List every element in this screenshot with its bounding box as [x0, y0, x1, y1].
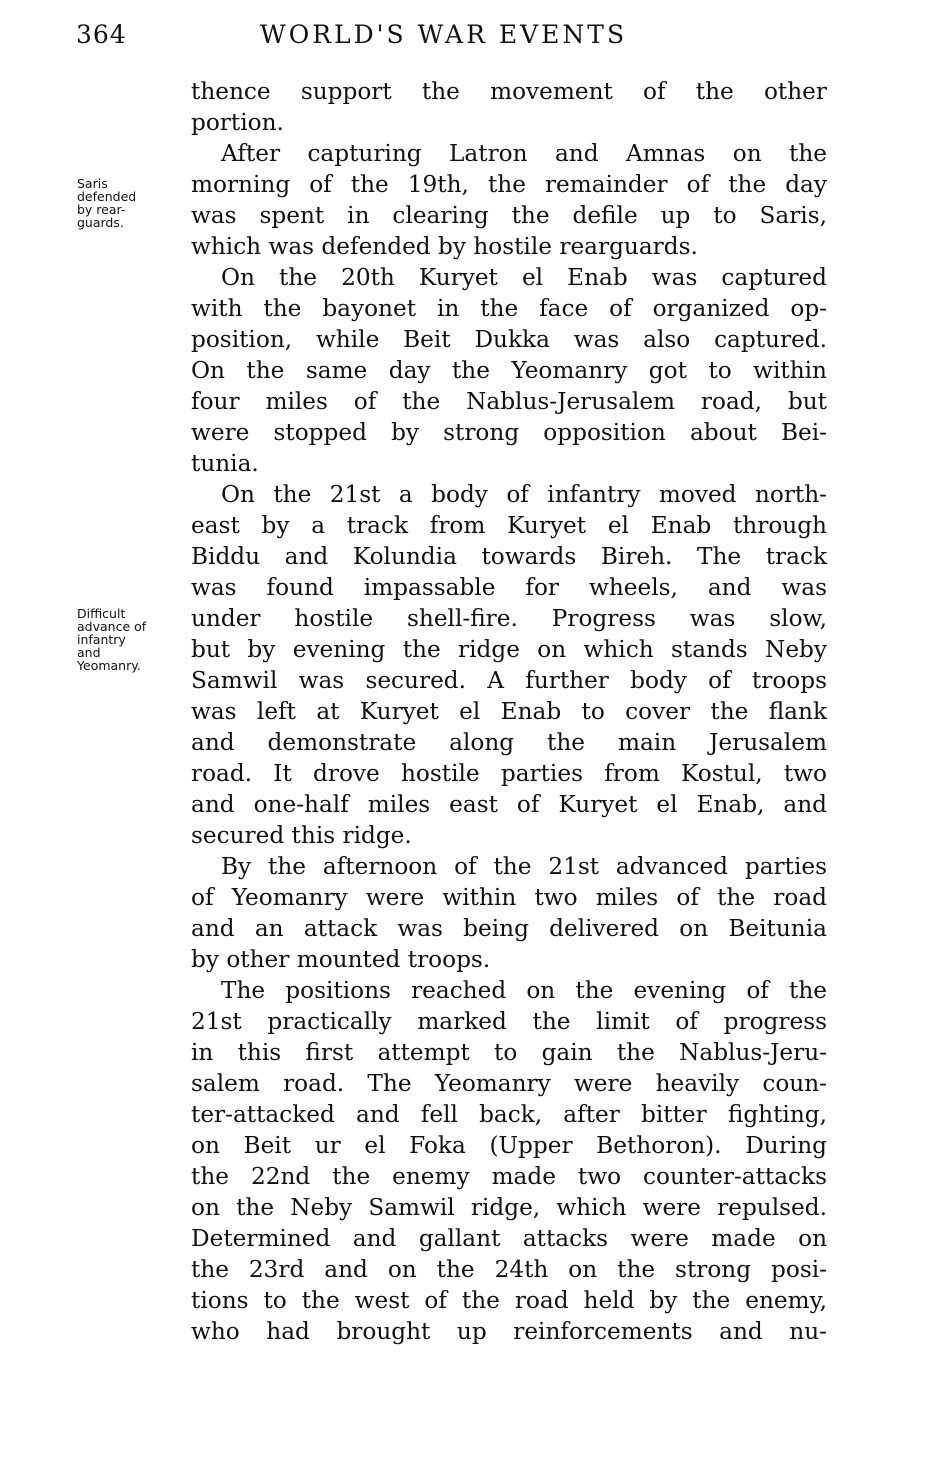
- text-line: ter-attacked and fell back, after bitter fighting,: [191, 1101, 827, 1128]
- marginal-note-line: defended: [77, 189, 137, 204]
- marginal-note-line: Saris: [77, 176, 108, 191]
- text-line: in this first attempt to gain the Nablus-Jeru-: [191, 1039, 827, 1066]
- text-line: tunia.: [191, 450, 259, 477]
- text-line: The positions reached on the evening of the: [221, 977, 827, 1004]
- marginal-note-saris: [77, 177, 136, 229]
- page-number: 364: [76, 20, 127, 49]
- text-line: and demonstrate along the main Jerusalem: [191, 729, 827, 756]
- body-text: [191, 76, 827, 1347]
- text-line: on Beit ur el Foka (Upper Bethoron). During: [191, 1132, 827, 1159]
- text-line: with the bayonet in the face of organized op-: [191, 295, 827, 322]
- text-line: the 22nd the enemy made two counter-attacks: [191, 1163, 827, 1190]
- marginal-note-line: Yeomanry.: [77, 658, 141, 673]
- marginal-note-line: guards.: [77, 215, 124, 230]
- text-line: of Yeomanry were within two miles of the road: [191, 884, 827, 911]
- text-line: 21st practically marked the limit of progress: [191, 1008, 827, 1035]
- text-line: which was defended by hostile rearguards.: [191, 233, 698, 260]
- text-line: secured this ridge.: [191, 822, 412, 849]
- marginal-note-line: and: [77, 645, 101, 660]
- marginal-note-line: advance of: [77, 619, 147, 634]
- text-line: by other mounted troops.: [191, 946, 491, 973]
- text-line: Samwil was secured. A further body of troops: [191, 667, 827, 694]
- text-line: under hostile shell-fire. Progress was slow,: [191, 605, 827, 632]
- text-line: on the Neby Samwil ridge, which were repulsed.: [191, 1194, 827, 1221]
- text-line: Biddu and Kolundia towards Bireh. The track: [191, 543, 827, 570]
- text-line: was spent in clearing the defile up to Saris,: [191, 202, 827, 229]
- text-line: but by evening the ridge on which stands Neby: [191, 636, 827, 663]
- text-line: thence support the movement of the other: [191, 78, 827, 105]
- text-line: By the afternoon of the 21st advanced parties: [221, 853, 827, 880]
- text-line: On the 20th Kuryet el Enab was captured: [221, 264, 827, 291]
- marginal-note-line: by rear-: [77, 202, 126, 217]
- text-line: After capturing Latron and Amnas on the: [221, 140, 827, 167]
- text-line: and an attack was being delivered on Beitunia: [191, 915, 827, 942]
- text-line: tions to the west of the road held by the enemy,: [191, 1287, 827, 1314]
- text-line: who had brought up reinforcements and nu-: [191, 1318, 827, 1345]
- text-line: On the 21st a body of infantry moved north-: [221, 481, 827, 508]
- text-line: was found impassable for wheels, and was: [191, 574, 827, 601]
- marginal-note-difficult-advance: [77, 607, 146, 672]
- text-line: position, while Beit Dukka was also captured.: [191, 326, 827, 353]
- text-line: east by a track from Kuryet el Enab through: [191, 512, 827, 539]
- text-line: road. It drove hostile parties from Kostul, two: [191, 760, 827, 787]
- text-line: salem road. The Yeomanry were heavily coun-: [191, 1070, 827, 1097]
- text-line: portion.: [191, 109, 284, 136]
- marginal-note-line: infantry: [77, 632, 126, 647]
- text-line: were stopped by strong opposition about Bei-: [191, 419, 827, 446]
- text-line: On the same day the Yeomanry got to within: [191, 357, 827, 384]
- text-line: and one-half miles east of Kuryet el Enab, and: [191, 791, 827, 818]
- text-line: was left at Kuryet el Enab to cover the flank: [191, 698, 827, 725]
- text-line: the 23rd and on the 24th on the strong posi-: [191, 1256, 827, 1283]
- text-line: Determined and gallant attacks were made on: [191, 1225, 827, 1252]
- running-head: WORLD'S WAR EVENTS: [260, 20, 628, 49]
- text-line: four miles of the Nablus-Jerusalem road, but: [191, 388, 827, 415]
- marginal-note-line: Difficult: [77, 606, 126, 621]
- text-line: morning of the 19th, the remainder of the day: [191, 171, 827, 198]
